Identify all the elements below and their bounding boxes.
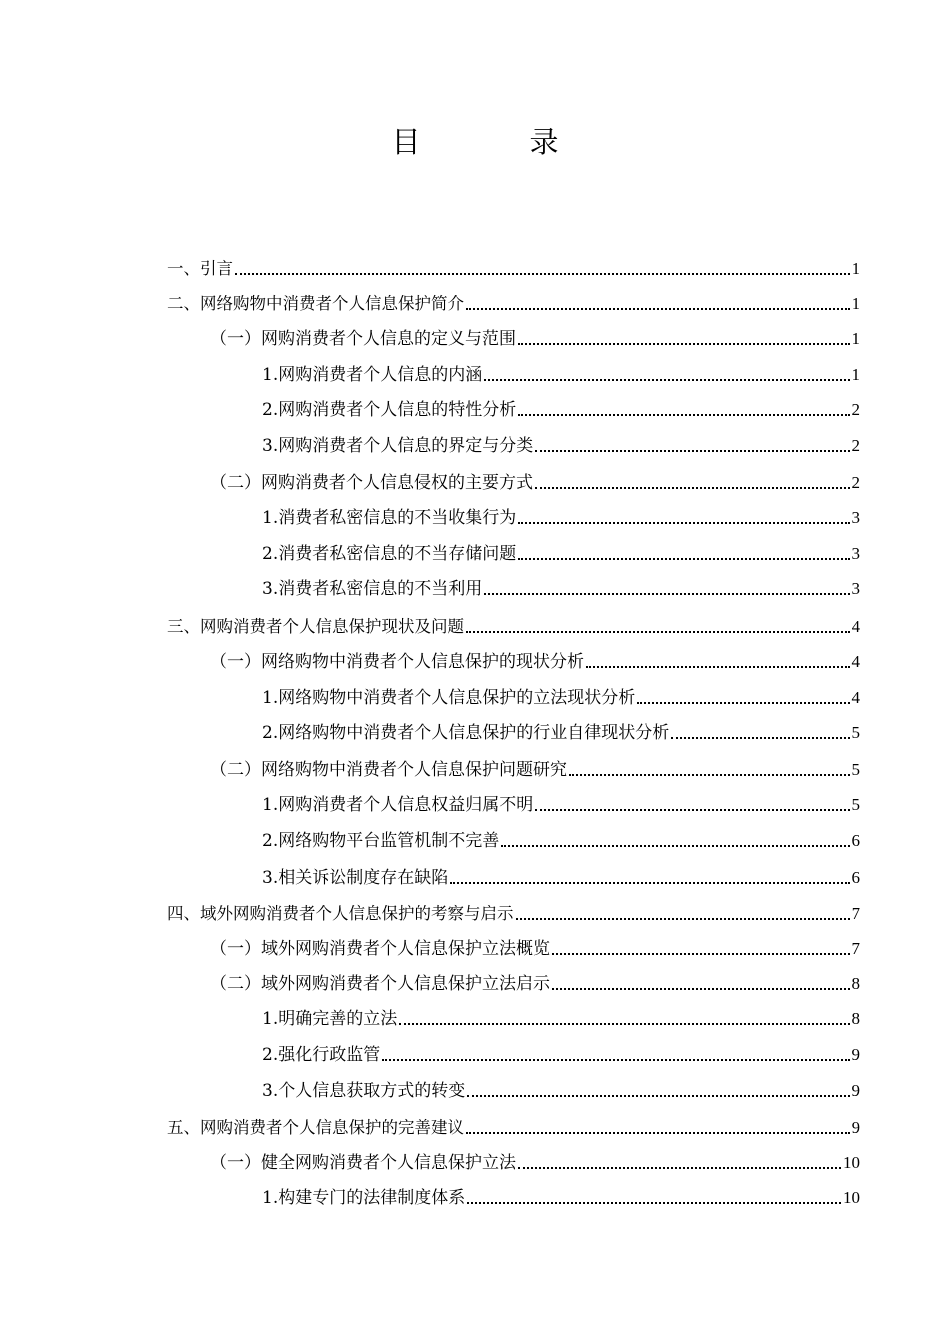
toc-entry[interactable] [262, 506, 860, 530]
toc-page-number: 9 [851, 1045, 860, 1064]
toc-page-number: 6 [851, 831, 860, 850]
toc-page-number: 2 [851, 473, 860, 492]
toc-entry[interactable] [210, 327, 860, 351]
toc-entry[interactable] [167, 615, 860, 639]
toc-page-number: 1 [851, 294, 860, 313]
toc-page-number: 2 [851, 400, 860, 419]
toc-entry[interactable] [262, 829, 860, 853]
toc-page-number: 2 [851, 436, 860, 455]
toc-entry[interactable] [262, 793, 860, 817]
toc-dot-leader [484, 593, 849, 595]
toc-page-number: 4 [851, 652, 860, 671]
toc-dot-leader [466, 1132, 850, 1134]
toc-page-number: 1 [851, 329, 860, 348]
toc-entry-label: （一）网络购物中消费者个人信息保护的现状分析 [210, 652, 584, 672]
toc-entry[interactable] [262, 1043, 860, 1067]
toc-page-number: 3 [851, 508, 860, 527]
toc-entry[interactable] [210, 650, 860, 674]
toc-dot-leader [569, 774, 850, 776]
toc-entry-label: （一）健全网购消费者个人信息保护立法 [210, 1153, 516, 1173]
toc-entry-label: 2.消费者私密信息的不当存储问题 [262, 544, 517, 564]
toc-dot-leader [516, 918, 850, 920]
toc-entry[interactable] [262, 1186, 860, 1210]
toc-entry[interactable] [262, 1007, 860, 1031]
toc-entry[interactable] [262, 1079, 860, 1103]
toc-entry[interactable] [210, 758, 860, 782]
toc-page-number: 7 [851, 904, 860, 923]
toc-entry-label: 3.相关诉讼制度存在缺陷 [262, 868, 449, 888]
toc-page-number: 5 [851, 723, 860, 742]
toc-dot-leader [501, 845, 849, 847]
toc-entry-label: 3.消费者私密信息的不当利用 [262, 579, 483, 599]
toc-entry[interactable] [262, 866, 860, 890]
toc-dot-leader [552, 988, 850, 990]
toc-dot-leader [399, 1023, 849, 1025]
toc-page-number: 4 [851, 688, 860, 707]
toc-entry-label: 2.网络购物平台监管机制不完善 [262, 831, 500, 851]
toc-entry[interactable] [167, 292, 860, 316]
toc-entry-label: 一、引言 [167, 259, 233, 278]
toc-page-number: 6 [851, 868, 860, 887]
toc-page-number: 4 [851, 617, 860, 636]
toc-page-number: 9 [851, 1081, 860, 1100]
toc-entry[interactable] [167, 1116, 860, 1140]
toc-dot-leader [466, 308, 850, 310]
toc-page-number: 1 [851, 259, 860, 278]
toc-entry-label: 四、域外网购消费者个人信息保护的考察与启示 [167, 904, 514, 923]
toc-entry[interactable] [167, 902, 860, 926]
toc-dot-leader [466, 631, 850, 633]
toc-entry[interactable] [210, 937, 860, 961]
toc-dot-leader [637, 702, 849, 704]
toc-entry[interactable] [262, 398, 860, 422]
toc-dot-leader [518, 522, 849, 524]
toc-dot-leader [518, 558, 849, 560]
toc-dot-leader [671, 737, 849, 739]
toc-dot-leader [467, 1202, 841, 1204]
toc-dot-leader [382, 1059, 849, 1061]
toc-dot-leader [518, 414, 849, 416]
toc-page-number: 7 [851, 939, 860, 958]
toc-dot-leader [552, 953, 850, 955]
toc-entry-label: 五、网购消费者个人信息保护的完善建议 [167, 1118, 464, 1137]
toc-entry[interactable] [262, 542, 860, 566]
toc-entry-label: 3.个人信息获取方式的转变 [262, 1081, 466, 1101]
toc-entry[interactable] [210, 972, 860, 996]
toc-entry-label: （一）域外网购消费者个人信息保护立法概览 [210, 939, 550, 959]
toc-dot-leader [450, 882, 849, 884]
toc-page-number: 1 [851, 365, 860, 384]
toc-page-number: 10 [843, 1153, 860, 1172]
toc-entry-label: （二）网络购物中消费者个人信息保护问题研究 [210, 760, 567, 780]
toc-page-number: 3 [851, 544, 860, 563]
toc-entry-label: （一）网购消费者个人信息的定义与范围 [210, 329, 516, 349]
toc-entry[interactable] [167, 257, 860, 281]
toc-entry-label: 2.网络购物中消费者个人信息保护的行业自律现状分析 [262, 723, 670, 743]
toc-entry-label: 1.网购消费者个人信息的内涵 [262, 365, 483, 385]
toc-page-number: 8 [851, 1009, 860, 1028]
toc-entry-label: 二、网络购物中消费者个人信息保护简介 [167, 294, 464, 313]
toc-entry-label: 3.网购消费者个人信息的界定与分类 [262, 436, 534, 456]
toc-entry-label: 1.明确完善的立法 [262, 1009, 398, 1029]
toc-dot-leader [535, 450, 849, 452]
toc-page-number: 10 [843, 1188, 860, 1207]
page-title: 目 录 [391, 125, 599, 159]
toc-entry[interactable] [262, 363, 860, 387]
toc-entry[interactable] [262, 434, 860, 458]
toc-entry-label: 三、网购消费者个人信息保护现状及问题 [167, 617, 464, 636]
toc-dot-leader [535, 809, 849, 811]
toc-entry[interactable] [262, 686, 860, 710]
toc-page-number: 5 [851, 795, 860, 814]
toc-page-number: 8 [851, 974, 860, 993]
toc-entry[interactable] [210, 1151, 860, 1175]
toc-entry-label: 1.构建专门的法律制度体系 [262, 1188, 466, 1208]
toc-dot-leader [467, 1095, 849, 1097]
toc-page-number: 5 [851, 760, 860, 779]
toc-entry[interactable] [262, 577, 860, 601]
toc-dot-leader [518, 343, 850, 345]
toc-page-number: 9 [851, 1118, 860, 1137]
toc-dot-leader [484, 379, 849, 381]
toc-entry-label: 1.网络购物中消费者个人信息保护的立法现状分析 [262, 688, 636, 708]
toc-entry-label: （二）网购消费者个人信息侵权的主要方式 [210, 473, 533, 493]
toc-entry-label: 1.网购消费者个人信息权益归属不明 [262, 795, 534, 815]
toc-entry-label: 1.消费者私密信息的不当收集行为 [262, 508, 517, 528]
toc-page-number: 3 [851, 579, 860, 598]
toc-entry[interactable] [210, 471, 860, 495]
toc-entry-label: 2.网购消费者个人信息的特性分析 [262, 400, 517, 420]
toc-entry-label: 2.强化行政监管 [262, 1045, 381, 1065]
toc-dot-leader [535, 487, 850, 489]
toc-entry-label: （二）域外网购消费者个人信息保护立法启示 [210, 974, 550, 994]
toc-dot-leader [586, 666, 850, 668]
toc-entry[interactable] [262, 721, 860, 745]
toc-dot-leader [518, 1167, 841, 1169]
toc-dot-leader [235, 273, 850, 275]
